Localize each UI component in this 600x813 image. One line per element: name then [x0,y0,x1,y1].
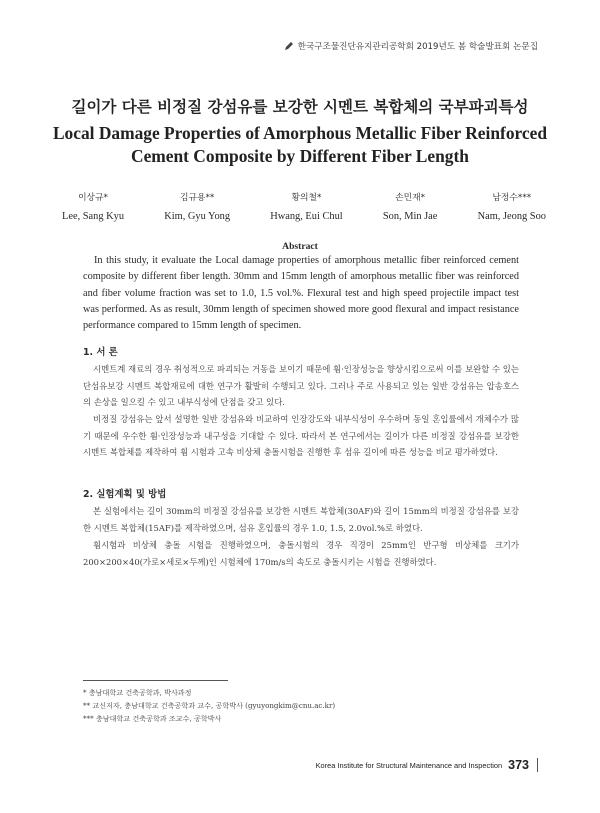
abstract-heading: Abstract [282,241,318,252]
author-name-korean: 이상규* [78,193,108,203]
footnotes [83,687,519,726]
section-heading-method: 2. 실험계획 및 방법 [83,489,167,500]
author-name-english: Kim, Gyu Yong [164,211,231,222]
title-korean: 길이가 다른 비정질 강섬유를 보강한 시멘트 복합체의 국부파괴특성 [71,97,529,116]
author-list [62,190,546,222]
footnote: *** 충남대학교 건축공학과 조교수, 공학박사 [83,713,222,723]
running-header [284,40,538,52]
page-footer [316,758,538,772]
author [62,190,124,222]
author-name-korean: 남정수*** [492,193,532,203]
author [164,190,230,222]
author-name-english: Son, Min Jae [382,211,438,222]
page-number: 373 [508,758,529,772]
title-english [0,122,600,168]
paragraph: 휨시험과 비상체 충돌 시험을 진행하였으며, 충돌시험의 경우 직경이 25mm인 반구형 비상체를 크기가 200×200×40(가로×세로×두께)인 시험체에 170m/s의 속도로 충돌시키는 시험을 진행하였다. [83,540,519,567]
author-name-english: Hwang, Eui Chul [270,211,343,222]
paragraph: 비정질 강섬유는 앞서 설명한 일반 강섬유와 비교하여 인장강도와 내부식성이 우수하며 동일 혼입률에서 개체수가 많기 때문에 우수한 휨·인장성능과 내구성을 기대할 수 있다. 따라서 본 연구에서는 길이가 다른 비정질 강섬유를 보강한 시멘트 복합체를 제작하여 휨 시험과 고속 비상체 충돌시험을 진행한 후 섬유 길이에 따른 성능을 비교 평가하였다. [83,414,519,458]
title-english-line-2: Cement Composite by Different Fiber Length [131,146,469,166]
author [270,190,342,222]
footnote: ** 교신저자, 충남대학교 건축공학과 교수, 공학박사 (gyuyongkim@cnu.ac.kr) [83,700,336,710]
footer-institution: Korea Institute for Structural Maintenance and Inspection [315,760,503,770]
pen-icon [284,41,294,51]
footnote-divider [83,680,228,681]
author [478,190,546,222]
paragraph: 본 실험에서는 길이 30mm의 비정질 강섬유를 보강한 시멘트 복합체(30AF)와 길이 15mm의 비정질 강섬유를 보강한 시멘트 복합체(15AF)를 제작하였으며, 섬유 혼입률의 경우 1.0, 1.5, 2.0vol.%로 하였다. [83,506,519,533]
abstract-text: In this study, it evaluate the Local damage properties of amorphous metallic fiber reinforced cement composite by different fiber length. 30mm and 15mm length of amorphous metallic fiber was reinforced and fiber volume fraction was set to 1.0, 1.5 vol.%. Flexural test and high speed projectile impact test was performed. As as result, 30mm length of specimen showed more good flexural and impact resistance performance compared to 15mm length of specimen. [83,255,519,332]
author-name-korean: 황의철* [291,193,322,203]
author-name-english: Nam, Jeong Soo [477,211,546,222]
author-name-korean: 김규용** [179,193,215,203]
footnote: * 충남대학교 건축공학과, 박사과정 [83,688,192,697]
journal-name: 한국구조물진단유지관리공학회 2019년도 봄 학술발표회 논문집 [297,42,538,52]
author-name-english: Lee, Sang Kyu [62,211,125,222]
paragraph: 시멘트계 재료의 경우 취성적으로 파괴되는 거동을 보이기 때문에 휨·인장성능을 향상시킴으로써 이를 보완할 수 있는 단섬유보강 시멘트 복합재료에 대한 연구가 활발히 수행되고 있다. 그러나 주로 사용되고 있는 일반 강섬유는 압송호스의 손상을 일으킬 수 있고 내부식성에 단점을 갖고 있다. [83,364,519,408]
author-name-korean: 손민재* [395,193,426,203]
title-english-line-1: Local Damage Properties of Amorphous Metallic Fiber Reinforced [52,123,548,143]
footer-divider [537,758,538,772]
section-heading-introduction: 1. 서 론 [83,347,118,358]
author [383,190,438,222]
